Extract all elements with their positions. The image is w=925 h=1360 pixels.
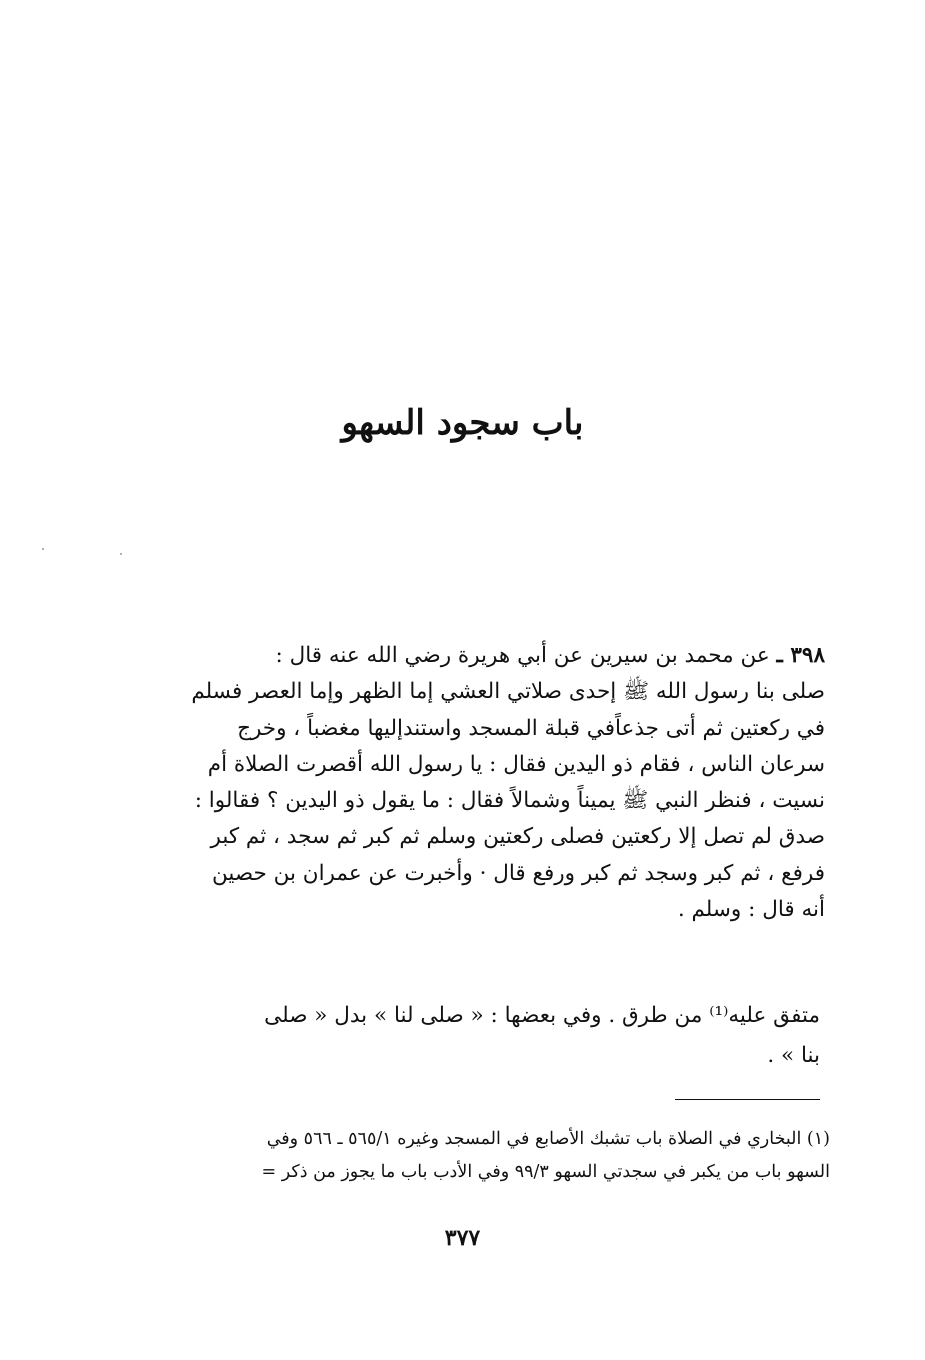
- hadith-line: أنه قال : وسلم .: [677, 897, 825, 923]
- footnote-line: السهو باب من يكبر في سجدتي السهو ٩٩/٣ وفي الأدب باب ما يجوز من ذكر =: [261, 1162, 830, 1182]
- source-note: [130, 996, 820, 1076]
- hadith-line: [130, 638, 825, 674]
- hadith-number: ٣٩٨ ـ: [776, 643, 825, 668]
- scan-speck: [42, 548, 44, 550]
- footnote-line: (١) البخاري في الصلاة باب تشبك الأصابع في المسجد وغيره ٥٦٥/١ ـ ٥٦٦ وفي: [266, 1129, 830, 1149]
- footnote-divider: [675, 1099, 820, 1100]
- hadith-line: في ركعتين ثم أتى جذعاًفي قبلة المسجد واستندإليها مغضباً ، وخرج: [237, 715, 825, 741]
- page-number: ٣٧٧: [444, 1225, 481, 1251]
- hadith-line: فرفع ، ثم كبر وسجد ثم كبر ورفع قال · وأخبرت عن عمران بن حصين: [211, 860, 825, 886]
- source-line: بنا » .: [767, 1043, 820, 1068]
- hadith-text: [130, 638, 825, 928]
- source-line: متفق عليه⁽¹⁾ من طرق . وفي بعضها : « صلى لنا » بدل « صلى: [264, 1003, 820, 1028]
- scan-speck: [120, 553, 122, 555]
- hadith-line: صدق لم تصل إلا ركعتين فصلى ركعتين وسلم ثم كبر ثم سجد ، ثم كبر: [210, 824, 825, 850]
- chapter-title: باب سجود السهو: [341, 403, 584, 443]
- hadith-line-text: عن محمد بن سيرين عن أبي هريرة رضي الله عنه قال :: [275, 643, 770, 668]
- footnotes: [125, 1123, 830, 1189]
- hadith-line: صلى بنا رسول الله ﷺ إحدى صلاتي العشي إما الظهر وإما العصر فسلم: [191, 679, 825, 705]
- hadith-line: سرعان الناس ، فقام ذو اليدين فقال : يا رسول الله أقصرت الصلاة أم: [207, 751, 825, 777]
- hadith-line: نسيت ، فنظر النبي ﷺ يميناً وشمالاً فقال : ما يقول ذو اليدين ؟ فقالوا :: [194, 788, 825, 814]
